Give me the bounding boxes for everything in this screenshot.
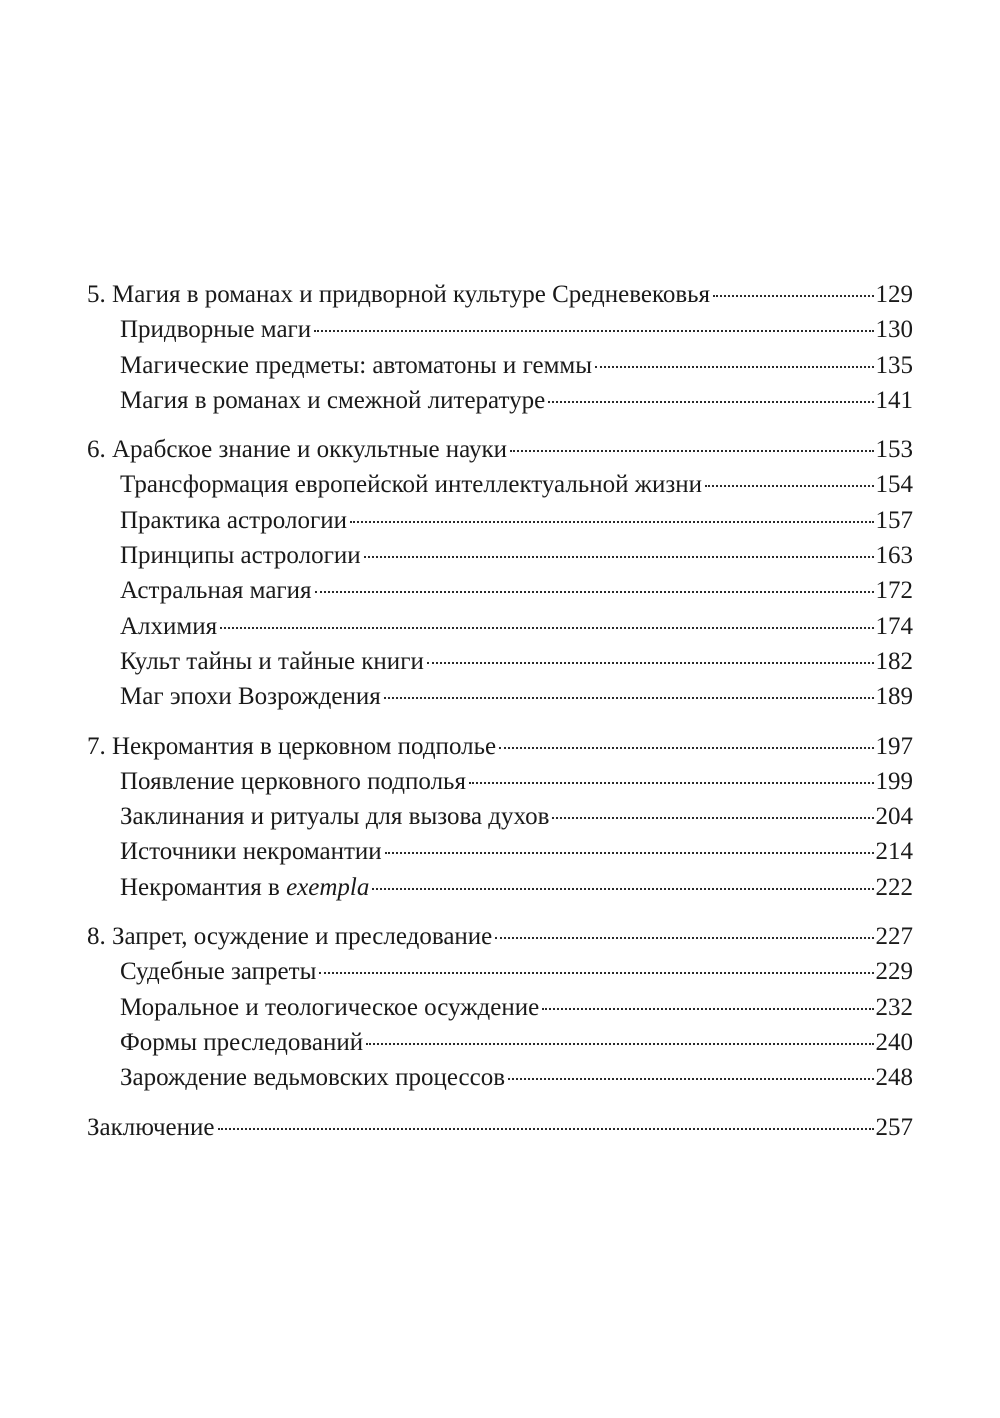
chapter-title: 5. Магия в романах и придворной культуре Средневековья (87, 281, 711, 308)
dot-leader (350, 521, 874, 523)
dot-leader (469, 782, 874, 784)
page-number: 229 (875, 958, 913, 986)
subsection-title: Судебные запреты (120, 958, 317, 986)
page-number: 174 (875, 612, 913, 640)
subsection-title: Магия в романах и смежной литературе (120, 386, 546, 414)
dot-leader (495, 937, 873, 939)
toc-subentry[interactable] (87, 538, 913, 573)
toc-section-7 (87, 729, 913, 905)
dot-leader (499, 747, 873, 749)
dot-leader (595, 366, 873, 368)
subsection-title: Зарождение ведьмовских процессов (120, 1064, 506, 1092)
subsection-title: Принципы астрологии (120, 542, 361, 570)
page-number: 157 (875, 506, 913, 534)
toc-subentry[interactable] (87, 644, 913, 679)
chapter-title: 8. Запрет, осуждение и преследование (87, 923, 493, 951)
toc-subentry[interactable] (87, 467, 913, 502)
subsection-title: Источники некромантии (120, 838, 382, 866)
page-number: 163 (875, 542, 913, 570)
toc-subentry[interactable] (87, 954, 913, 989)
page-number: 197 (875, 732, 913, 760)
page-number: 232 (875, 993, 913, 1021)
page-number: 222 (875, 873, 913, 901)
toc-subentry[interactable] (87, 503, 913, 538)
page-number: 204 (875, 803, 913, 831)
dot-leader (385, 852, 874, 854)
subsection-title-italic: exempla (286, 873, 370, 901)
page-number: 172 (875, 577, 913, 605)
chapter-title: Заключение (87, 1113, 215, 1141)
dot-leader (372, 888, 873, 890)
dot-leader (220, 627, 873, 629)
toc-chapter-entry[interactable] (87, 277, 913, 312)
subsection-title: Практика астрологии (120, 506, 347, 534)
subsection-title: Алхимия (120, 612, 218, 640)
page-number: 248 (875, 1064, 913, 1092)
chapter-title: 6. Арабское знание и оккультные науки (87, 436, 508, 464)
subsection-title: Астральная магия (120, 577, 312, 605)
subsection-title-roman: Некромантия в (120, 873, 287, 901)
toc-chapter-entry[interactable] (87, 1110, 913, 1145)
toc-section-8 (87, 919, 913, 1095)
subsection-title: Магические предметы: автоматоны и геммы (120, 351, 593, 379)
toc-subentry[interactable] (87, 834, 913, 869)
toc-subentry[interactable] (87, 764, 913, 799)
table-of-contents (87, 277, 913, 1159)
page-number: 214 (875, 838, 913, 866)
toc-subentry[interactable] (87, 1025, 913, 1060)
dot-leader (510, 450, 873, 452)
subsection-title: Моральное и теологическое осуждение (120, 993, 540, 1021)
page-number: 182 (875, 647, 913, 675)
subsection-title: Заклинания и ритуалы для вызова духов (120, 803, 550, 831)
toc-section-5 (87, 277, 913, 418)
toc-subentry[interactable] (87, 312, 913, 347)
toc-subentry[interactable] (87, 990, 913, 1025)
dot-leader (705, 485, 873, 487)
dot-leader (319, 972, 873, 974)
dot-leader (548, 401, 873, 403)
toc-subentry[interactable] (87, 348, 913, 383)
subsection-title: Появление церковного подполья (120, 767, 466, 795)
toc-chapter-entry[interactable] (87, 919, 913, 954)
toc-subentry[interactable] (87, 679, 913, 714)
page-number: 199 (875, 767, 913, 795)
dot-leader (366, 1043, 873, 1045)
subsection-title: Трансформация европейской интеллектуальной жизни (120, 471, 703, 499)
dot-leader (315, 591, 874, 593)
toc-subentry[interactable] (87, 799, 913, 834)
toc-section-6 (87, 432, 913, 714)
subsection-title: Маг эпохи Возрождения (120, 683, 381, 711)
toc-subentry[interactable] (87, 383, 913, 418)
dot-leader (384, 697, 874, 699)
dot-leader (508, 1078, 873, 1080)
page-number: 129 (875, 281, 913, 308)
subsection-title (120, 870, 369, 905)
page-number: 154 (875, 471, 913, 499)
dot-leader (218, 1128, 874, 1130)
dot-leader (713, 295, 873, 297)
subsection-title: Культ тайны и тайные книги (120, 647, 424, 675)
dot-leader (542, 1008, 873, 1010)
dot-leader (427, 662, 874, 664)
toc-subentry[interactable] (87, 1060, 913, 1095)
subsection-title: Формы преследований (120, 1028, 364, 1056)
dot-leader (364, 556, 874, 558)
page-number: 153 (875, 436, 913, 464)
page-number: 189 (875, 683, 913, 711)
chapter-title: 7. Некромантия в церковном подполье (87, 732, 497, 760)
subsection-title: Придворные маги (120, 316, 312, 344)
dot-leader (552, 817, 873, 819)
page-number: 257 (875, 1113, 913, 1141)
page-number: 240 (875, 1028, 913, 1056)
toc-subentry[interactable] (87, 609, 913, 644)
page-number: 135 (875, 351, 913, 379)
toc-subentry[interactable] (87, 573, 913, 608)
page-number: 141 (875, 386, 913, 414)
toc-chapter-entry[interactable] (87, 729, 913, 764)
dot-leader (314, 330, 873, 332)
page-number: 130 (875, 316, 913, 344)
page-number: 227 (875, 923, 913, 951)
toc-chapter-entry[interactable] (87, 432, 913, 467)
toc-subentry[interactable] (87, 870, 913, 905)
toc-section-conclusion (87, 1110, 913, 1145)
